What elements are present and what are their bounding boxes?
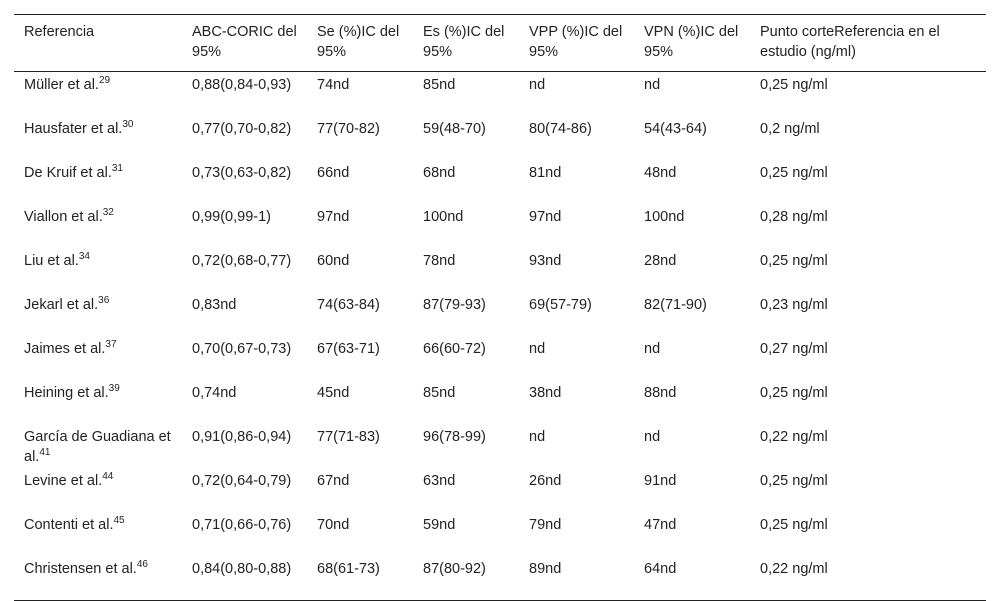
table-row [14,160,986,204]
cell-abc-cor: 0,71(0,66-0,76) [192,517,292,533]
cell-vpn: 91nd [644,473,677,489]
cell-abc-cor: 0,99(0,99-1) [192,209,271,225]
cell-abc-cor: 0,72(0,64-0,79) [192,473,292,489]
cell-vpp: 38nd [529,385,562,401]
cell-se: 70nd [317,517,350,533]
cell-se: 97nd [317,209,350,225]
cell-punto-corte: 0,2 ng/ml [760,121,820,137]
cell-se: 68(61-73) [317,561,380,577]
cell-es: 63nd [423,473,456,489]
cell-vpp: 93nd [529,253,562,269]
cell-referencia [14,248,182,292]
table-row [14,116,986,160]
reference-name: Müller et al. [24,77,99,93]
cell-punto-corte: 0,28 ng/ml [760,209,828,225]
cell-punto-corte: 0,27 ng/ml [760,341,828,357]
citation-number: 39 [108,383,120,395]
reference-name: Jekarl et al. [24,297,99,313]
cell-punto-corte: 0,25 ng/ml [760,77,828,93]
reference-name: Heining et al. [24,385,109,401]
cell-vpn: 47nd [644,517,677,533]
citation-number: 32 [102,207,114,219]
citation-number: 29 [98,75,111,87]
cell-vpn: 100nd [644,209,685,225]
cell-es: 68nd [423,165,456,181]
cell-referencia [14,512,182,556]
cell-es: 78nd [423,253,456,269]
cell-vpp: 89nd [529,561,562,577]
citation-number: 31 [111,163,123,175]
citation-number: 37 [105,339,117,351]
table-row [14,72,986,117]
cell-vpp: 80(74-86) [529,121,592,137]
citation-number: 30 [122,119,134,131]
cell-es: 85nd [423,77,456,93]
procalcitonin-studies-table [14,14,986,601]
citation-number: 34 [78,251,90,263]
header-vpn: VPN (%)IC del 95% [644,24,739,60]
cell-referencia [14,336,182,380]
table-row [14,512,986,556]
cell-es: 96(78-99) [423,429,486,445]
table-row [14,204,986,248]
citation-number: 45 [113,515,125,527]
cell-referencia [14,424,182,468]
table-row [14,556,986,601]
cell-se: 66nd [317,165,350,181]
cell-se: 74nd [317,77,350,93]
header-abc-cor: ABC-CORIC del 95% [192,24,297,60]
cell-referencia [14,116,182,160]
table-row [14,424,986,468]
cell-punto-corte: 0,23 ng/ml [760,297,828,313]
cell-abc-cor: 0,83nd [192,297,237,313]
cell-vpp: 69(57-79) [529,297,592,313]
citation-number: 36 [98,295,110,307]
cell-referencia [14,72,182,117]
reference-name: Christensen et al. [24,561,137,577]
cell-vpp: nd [529,341,546,357]
reference-name: Jaimes et al. [24,341,106,357]
cell-abc-cor: 0,84(0,80-0,88) [192,561,292,577]
cell-punto-corte: 0,25 ng/ml [760,517,828,533]
table-container [14,14,986,601]
table-row [14,336,986,380]
cell-vpn: nd [644,429,661,445]
cell-vpn: 54(43-64) [644,121,707,137]
cell-abc-cor: 0,73(0,63-0,82) [192,165,292,181]
cell-vpn: 48nd [644,165,677,181]
cell-es: 85nd [423,385,456,401]
cell-punto-corte: 0,25 ng/ml [760,473,828,489]
cell-vpn: 88nd [644,385,677,401]
cell-vpp: nd [529,429,546,445]
cell-se: 77(70-82) [317,121,380,137]
reference-name: Levine et al. [24,473,103,489]
table-header [14,15,986,72]
cell-vpn: 64nd [644,561,677,577]
cell-punto-corte: 0,25 ng/ml [760,253,828,269]
citation-number: 44 [102,471,114,483]
header-punto-corte: Punto corteReferencia en el estudio (ng/ml) [760,24,940,60]
table-row [14,292,986,336]
citation-number: 41 [39,447,51,459]
cell-punto-corte: 0,22 ng/ml [760,429,828,445]
table-row [14,380,986,424]
cell-abc-cor: 0,91(0,86-0,94) [192,429,292,445]
reference-name: García de Guadiana et al. [24,429,171,465]
header-vpp: VPP (%)IC del 95% [529,24,623,60]
cell-vpn: nd [644,341,661,357]
cell-es: 87(79-93) [423,297,486,313]
header-es: Es (%)IC del 95% [423,24,505,60]
reference-name: Contenti et al. [24,517,114,533]
citation-number: 46 [136,559,148,571]
cell-se: 77(71-83) [317,429,380,445]
cell-punto-corte: 0,22 ng/ml [760,561,828,577]
cell-referencia [14,380,182,424]
reference-name: De Kruif et al. [24,165,112,181]
header-row [14,15,986,72]
reference-name: Viallon et al. [24,209,103,225]
cell-vpp: 81nd [529,165,562,181]
cell-referencia [14,556,182,601]
reference-name: Liu et al. [24,253,79,269]
cell-es: 66(60-72) [423,341,486,357]
cell-abc-cor: 0,77(0,70-0,82) [192,121,292,137]
cell-referencia [14,204,182,248]
cell-referencia [14,468,182,512]
reference-name: Hausfater et al. [24,121,123,137]
cell-vpn: nd [644,77,661,93]
table-body [14,72,986,601]
cell-es: 59nd [423,517,456,533]
cell-vpp: 26nd [529,473,562,489]
cell-referencia [14,160,182,204]
header-referencia: Referencia [24,24,95,40]
cell-abc-cor: 0,88(0,84-0,93) [192,77,292,93]
cell-punto-corte: 0,25 ng/ml [760,165,828,181]
cell-referencia [14,292,182,336]
cell-punto-corte: 0,25 ng/ml [760,385,828,401]
cell-se: 45nd [317,385,350,401]
cell-se: 60nd [317,253,350,269]
cell-se: 67nd [317,473,350,489]
cell-es: 100nd [423,209,464,225]
cell-vpp: nd [529,77,546,93]
table-row [14,248,986,292]
cell-vpn: 28nd [644,253,677,269]
cell-se: 67(63-71) [317,341,380,357]
cell-vpp: 97nd [529,209,562,225]
cell-vpp: 79nd [529,517,562,533]
cell-abc-cor: 0,72(0,68-0,77) [192,253,292,269]
cell-abc-cor: 0,74nd [192,385,237,401]
header-se: Se (%)IC del 95% [317,24,400,60]
cell-es: 59(48-70) [423,121,486,137]
cell-se: 74(63-84) [317,297,380,313]
cell-abc-cor: 0,70(0,67-0,73) [192,341,292,357]
cell-es: 87(80-92) [423,561,486,577]
cell-vpn: 82(71-90) [644,297,707,313]
table-row [14,468,986,512]
